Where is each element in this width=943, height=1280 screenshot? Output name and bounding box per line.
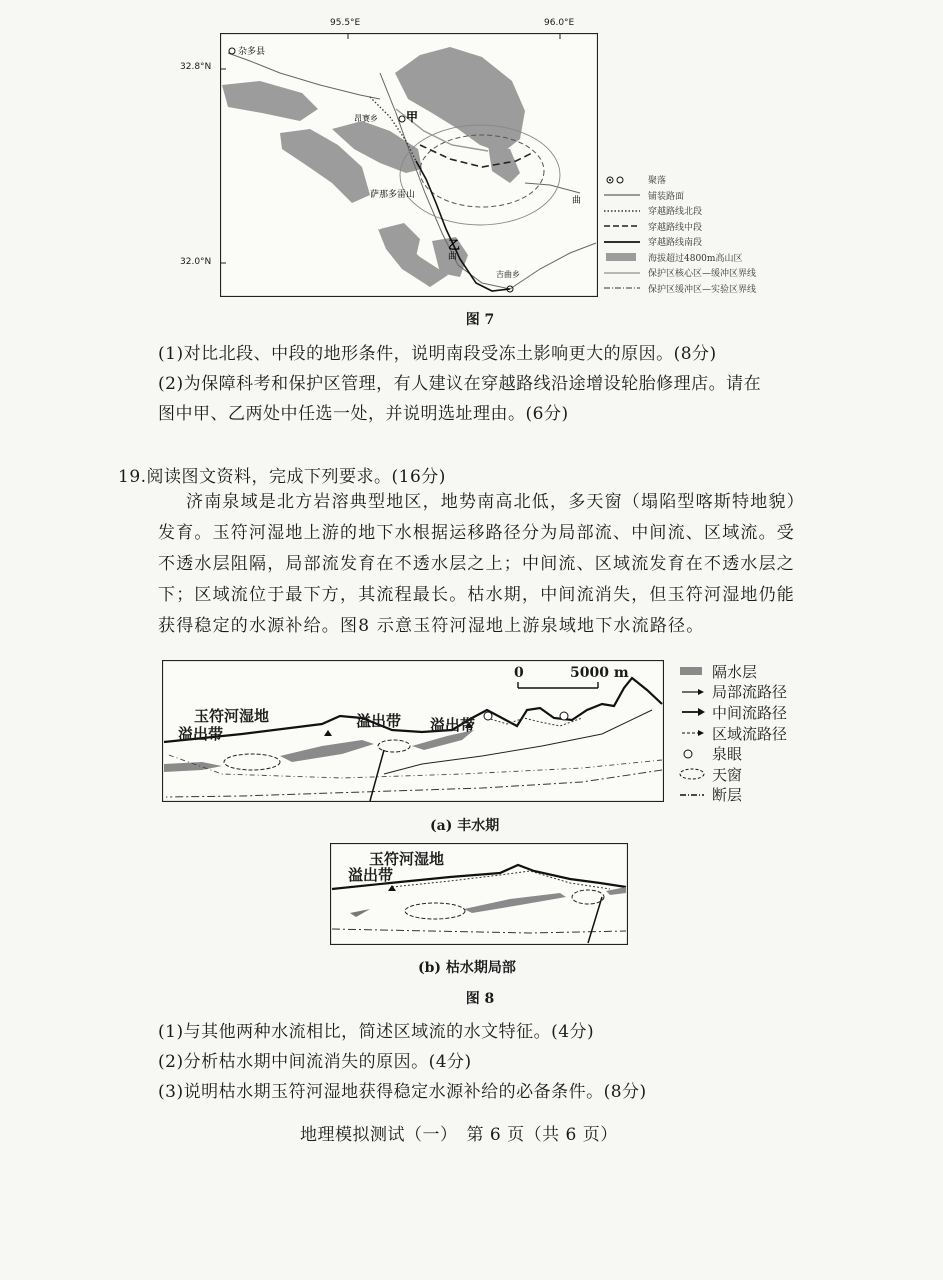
scale-zero: 0 (514, 665, 524, 681)
legend-row (678, 743, 787, 764)
para-line: 济南泉域是北方岩溶典型地区，地势南高北低，多天窗（塌陷型喀斯特地貌） (186, 492, 805, 512)
map-svg (220, 33, 598, 297)
label-town-s: 吉曲乡 (496, 270, 520, 279)
legend-row (604, 234, 804, 250)
map-longitude-label-1: 95.5°E (330, 18, 361, 28)
label-wetland-b: 玉符河湿地 (369, 850, 445, 868)
spring-icon (484, 712, 492, 720)
legend-row (604, 250, 804, 266)
legend-label: 中间流路径 (712, 703, 788, 722)
para-line: 发育。玉符河湿地上游的地下水根据运移路径分为局部流、中间流、区域流。受 (158, 523, 795, 543)
legend-row (678, 661, 787, 682)
legend-label: 穿越路线北段 (648, 207, 703, 218)
q19-sub3: (3)说明枯水期玉符河湿地获得稳定水源补给的必备条件。(8分) (158, 1082, 647, 1102)
legend-label: 穿越路线中段 (648, 222, 703, 233)
label-overflow-a3: 溢出带 (430, 716, 476, 734)
paved-road-icon (604, 190, 642, 200)
label-overflow-a2: 溢出带 (356, 712, 402, 730)
legend-row (604, 172, 804, 188)
legend-row (678, 682, 787, 703)
map-longitude-label-2: 96.0°E (544, 18, 575, 28)
route-north-icon (604, 206, 642, 216)
q19-paragraph (158, 487, 805, 642)
legend-label: 区域流路径 (712, 724, 788, 743)
legend-label: 隔水层 (712, 662, 758, 681)
legend-label: 泉眼 (712, 745, 743, 764)
legend-label: 保护区核心区—缓冲区界线 (648, 269, 757, 280)
legend-row (678, 785, 787, 806)
legend-label: 天窗 (712, 765, 743, 784)
legend-row (604, 203, 804, 219)
label-wetland-a: 玉符河湿地 (194, 707, 270, 725)
para-line: 不透水层阻隔，局部流发育在不透水层之上；中间流、区域流发育在不透水层之 (158, 554, 795, 574)
map-latitude-label-2: 32.0°N (180, 257, 212, 267)
q18-sub2-line1: (2)为保障科考和保护区管理，有人建议在穿越路线沿途增设轮胎修理店。请在 (158, 374, 762, 394)
legend-label: 断层 (712, 786, 743, 805)
legend-row (604, 265, 804, 281)
label-county-nw: 杂多县 (238, 47, 266, 57)
legend-row (678, 702, 787, 723)
q19-title: 19.阅读图文资料，完成下列要求。(16分) (118, 467, 446, 487)
settlement-icon (604, 175, 642, 185)
label-town-n: 昂赛乡 (354, 114, 378, 123)
legend-row (604, 188, 804, 204)
spring-icon (678, 747, 708, 761)
label-overflow-a1: 溢出带 (178, 725, 224, 743)
page-footer: 地理模拟测试（一） 第 6 页（共 6 页） (300, 1125, 618, 1145)
figure-7-caption: 图 7 (465, 312, 495, 328)
scale-length: 5000 m (570, 665, 629, 681)
legend-label: 保护区缓冲区—实验区界线 (648, 284, 757, 295)
q19-sub1: (1)与其他两种水流相比，简述区域流的水文特征。(4分) (158, 1022, 595, 1042)
figure-8-caption: 图 8 (465, 991, 495, 1007)
profile-a-svg (162, 660, 664, 802)
map-legend (604, 172, 804, 296)
para-line: 下；区域流位于最下方，其流程最长。枯水期，中间流消失，但玉符河湿地仍能 (158, 585, 795, 605)
legend-label: 穿越路线南段 (648, 238, 703, 249)
label-mountain: 萨那多雷山 (370, 190, 416, 200)
fault-icon (678, 788, 708, 802)
legend-label: 局部流路径 (712, 683, 788, 702)
regional-flow-icon (678, 726, 708, 740)
label-point-jia: 甲 (406, 110, 419, 124)
intermediate-flow-icon (678, 705, 708, 719)
figure-8a-profile (162, 660, 664, 802)
figure-8b-caption: (b) 枯水期局部 (418, 960, 516, 976)
q18-sub2-line2: 图中甲、乙两处中任选一处，并说明选址理由。(6分) (158, 404, 569, 424)
map-figure-7 (220, 33, 598, 297)
legend-row (604, 281, 804, 297)
core-buffer-icon (604, 268, 642, 278)
para-line: 获得稳定的水源补给。图8 示意玉符河湿地上游泉域地下水流路径。 (158, 616, 705, 636)
legend-row (678, 764, 787, 785)
map-latitude-label-1: 32.8°N (180, 62, 212, 72)
figure-8a-caption: (a) 丰水期 (430, 818, 500, 834)
legend-row (678, 723, 787, 744)
local-flow-icon (678, 685, 708, 699)
spring-icon (560, 712, 568, 720)
route-middle-icon (604, 221, 642, 231)
buffer-experimental-icon (604, 283, 642, 293)
impermeable-icon (678, 664, 708, 678)
q19-sub2: (2)分析枯水期中间流消失的原因。(4分) (158, 1052, 472, 1072)
legend-label: 聚落 (648, 176, 667, 187)
q18-sub1: (1)对比北段、中段的地形条件，说明南段受冻土影响更大的原因。(8分) (158, 344, 717, 364)
label-river: 曲 (572, 196, 582, 206)
label-river-2: 曲 (448, 252, 458, 262)
legend-label: 海拔超过4800m高山区 (648, 253, 743, 264)
label-overflow-b: 溢出带 (348, 866, 394, 884)
legend-row (604, 219, 804, 235)
high-mountain-icon (604, 252, 642, 262)
legend-label: 铺装路面 (648, 191, 685, 202)
route-south-icon (604, 237, 642, 247)
figure-8-legend (678, 661, 787, 805)
skylight-icon (678, 767, 708, 781)
label-point-yi: 乙 (448, 238, 461, 252)
